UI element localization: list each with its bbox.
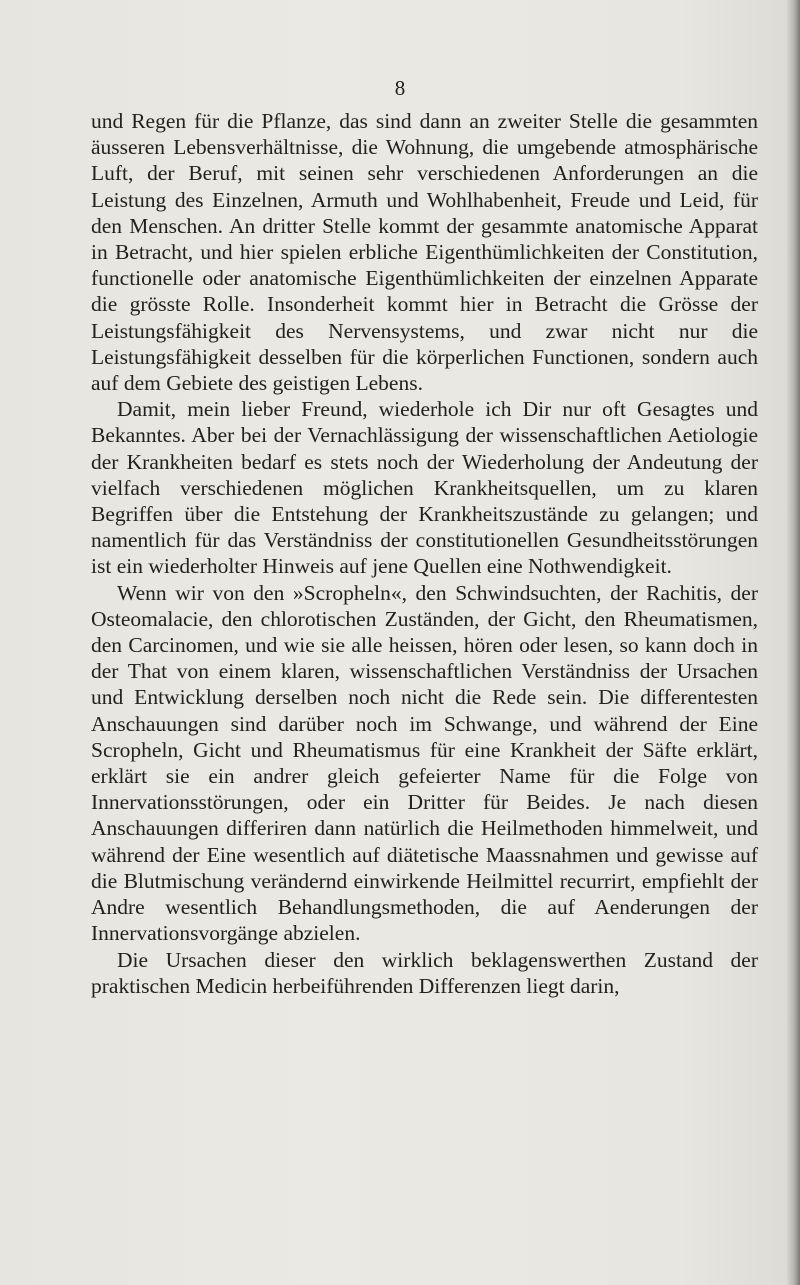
page-number: 8 [394,76,406,100]
body-text [91,108,758,999]
page-edge-shadow [786,0,800,1285]
paragraph-4: Die Ursachen dieser den wirklich beklagenswerthen Zustand der praktischen Medicin herbeiführenden Differenzen liegt darin, [91,947,758,998]
paragraph-3: Wenn wir von den »Scropheln«, den Schwindsuchten, der Rachitis, der Osteomalacie, den chlorotischen Zuständen, der Gicht, den Rheumatismen, den Carcinomen, und wie sie alle heissen, hören oder lesen, so kann doch in der That von einem klaren, wissenschaftlichen Verständniss der Ursachen und Entwicklung derselben noch nicht die Rede sein. Die differentesten Anschauungen sind darüber noch im Schwange, und während der Eine Scropheln, Gicht und Rheumatismus für eine Krankheit der Säfte erklärt, erklärt sie ein andrer gleich gefeierter Name für die Folge von Innervationsstörungen, oder ein Dritter für Beides. Je nach diesen Anschauungen differiren dann natürlich die Heilmethoden himmelweit, und während der Eine wesentlich auf diätetische Maassnahmen und gewisse auf die Blutmischung verändernd einwirkende Heilmittel recurrirt, empfiehlt der Andre wesentlich Behandlungsmethoden, die auf Aenderungen der Innervationsvorgänge abzielen. [91,580,758,946]
paragraph-2: Damit, mein lieber Freund, wiederhole ich Dir nur oft Gesagtes und Bekanntes. Aber bei der Vernachlässigung der wissenschaftlichen Aetiologie der Krankheiten bedarf es stets noch der Wiederholung der Andeutung der vielfach verschiedenen möglichen Krankheitsquellen, um zu klaren Begriffen über die Entstehung der Krankheitszustände zu gelangen; und namentlich für das Verständniss der constitutionellen Gesundheitsstörungen ist ein wiederholter Hinweis auf jene Quellen eine Nothwendigkeit. [91,397,758,579]
paragraph-1: und Regen für die Pflanze, das sind dann an zweiter Stelle die gesammten äusseren Lebensverhältnisse, die Wohnung, die umgebende atmosphärische Luft, der Beruf, mit seinen sehr verschiedenen Anforderungen an die Leistung des Einzelnen, Armuth und Wohlhabenheit, Freude und Leid, für den Menschen. An dritter Stelle kommt der gesammte anatomische Apparat in Betracht, und hier spielen erbliche Eigenthümlichkeiten der Constitution, functionelle oder anatomische Eigenthümlichkeiten der einzelnen Apparate die grösste Rolle. Insonderheit kommt hier in Betracht die Grösse der Leistungsfähigkeit des Nervensystems, und zwar nicht nur die Leistungsfähigkeit desselben für die körperlichen Functionen, sondern auch auf dem Gebiete des geistigen Lebens. [91,109,758,396]
